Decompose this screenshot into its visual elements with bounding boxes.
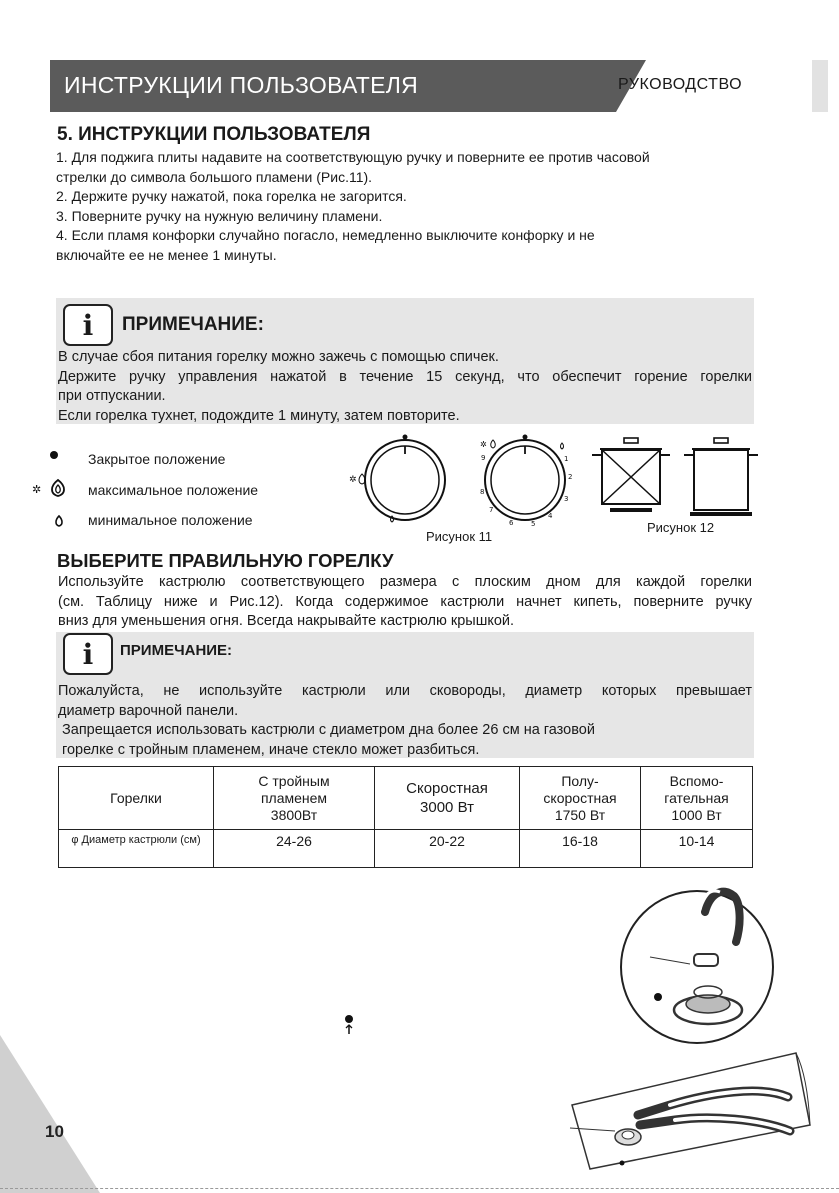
table-header-burners: Горелки xyxy=(59,767,214,830)
note2-line: горелке с тройным пламенем, иначе стекло может разбиться. xyxy=(62,741,480,758)
note1-body xyxy=(58,348,752,426)
closed-dot-icon xyxy=(403,435,408,440)
note2-body xyxy=(58,682,752,760)
burner-table xyxy=(58,766,753,868)
svg-text:✲: ✲ xyxy=(480,440,487,449)
table-cell: 24-26 xyxy=(214,830,375,868)
section5-line: 4. Если пламя конфорки случайно погасло, немедленно выключите конфорку и не xyxy=(56,227,595,243)
figure11-caption: Рисунок 11 xyxy=(426,529,493,544)
section5-line: стрелки до символа большого пламени (Рис.11). xyxy=(56,168,373,185)
burner-line: вниз для уменьшения огня. Всегда накрывайте кастрюлю крышкой. xyxy=(58,613,515,629)
note2-line: Запрещается использовать кастрюли с диаметром дна более 26 см на газовой xyxy=(62,722,595,738)
burner-detail-illustration xyxy=(610,882,790,1047)
burner-line: Используйте кастрюлю соответствующего размера с плоским дном для каждой горелки xyxy=(58,574,752,590)
section5-line: 3. Поверните ручку на нужную величину пламени. xyxy=(56,207,383,224)
burner-line: (см. Таблицу ниже и Рис.12). Когда содержимое кастрюли начнет кипеть, поверните ручку xyxy=(58,593,752,610)
note2-title: ПРИМЕЧАНИЕ: xyxy=(120,642,233,659)
closed-dot-icon xyxy=(523,435,528,440)
page-corner xyxy=(0,1035,100,1193)
note1-line: Если горелка тухнет, подождите 1 минуту, затем повторите. xyxy=(58,407,460,424)
knob-marker-icon xyxy=(342,1014,356,1036)
svg-text:1: 1 xyxy=(564,455,569,463)
svg-text:5: 5 xyxy=(531,520,536,528)
burner-body xyxy=(58,573,752,632)
dial-inner xyxy=(371,446,439,514)
table-row xyxy=(59,830,753,868)
figure12-pots xyxy=(590,435,780,521)
figure12-caption: Рисунок 12 xyxy=(647,520,715,535)
note1-title: ПРИМЕЧАНИЕ: xyxy=(122,314,264,335)
svg-text:2: 2 xyxy=(568,473,573,481)
svg-text:8: 8 xyxy=(480,488,485,496)
header-subtitle: РУКОВОДСТВО xyxy=(618,76,743,93)
note1-line: при отпускании. xyxy=(58,388,166,404)
legend-min: минимальное положение xyxy=(88,512,253,528)
svg-text:✲: ✲ xyxy=(349,475,357,485)
svg-text:3: 3 xyxy=(564,495,569,503)
svg-text:6: 6 xyxy=(509,519,514,527)
header-title: ИНСТРУКЦИИ ПОЛЬЗОВАТЕЛЯ xyxy=(64,72,419,98)
info-icon: i xyxy=(63,633,113,675)
wrong-pot xyxy=(592,438,670,512)
info-icon: i xyxy=(63,304,113,346)
section5-heading: 5. ИНСТРУКЦИИ ПОЛЬЗОВАТЕЛЯ xyxy=(57,124,371,145)
section5-line: 1. Для поджига плиты надавите на соответствующую ручку и поверните ее против часовой xyxy=(56,149,650,165)
note1-line: В случае сбоя питания горелку можно зажечь с помощью спичек. xyxy=(58,349,499,365)
svg-text:4: 4 xyxy=(548,512,553,520)
section5-body xyxy=(56,148,756,265)
closed-dot-icon xyxy=(50,451,58,459)
burner-heading: ВЫБЕРИТЕ ПРАВИЛЬНУЮ ГОРЕЛКУ xyxy=(57,550,394,571)
note1-line: Держите ручку управления нажатой в течение 15 секунд, что обеспечит горение горелки xyxy=(58,368,752,385)
header-right-bar xyxy=(812,60,828,112)
legend-closed: Закрытое положение xyxy=(88,451,226,467)
table-cell: 20-22 xyxy=(375,830,520,868)
table-header-row xyxy=(59,767,753,830)
svg-text:7: 7 xyxy=(489,506,494,514)
table-cell: 10-14 xyxy=(641,830,753,868)
correct-pot xyxy=(684,438,758,516)
note2-line: диаметр варочной панели. xyxy=(58,702,239,719)
section5-line: включайте ее не менее 1 минуты. xyxy=(56,246,277,263)
figure11-dials xyxy=(340,430,590,530)
table-row-label: φ Диаметр кастрюли (см) xyxy=(59,830,214,868)
table-cell: 16-18 xyxy=(520,830,641,868)
pliers-illustration xyxy=(560,1045,830,1175)
dial-inner xyxy=(491,446,559,514)
table-header-triple: С тройным пламенем 3800Вт xyxy=(214,767,375,830)
star-icon: ✲ xyxy=(32,483,42,496)
bottom-dashed-line xyxy=(0,1188,839,1189)
page-number: 10 xyxy=(45,1122,64,1141)
small-flame-icon xyxy=(56,516,62,526)
table-header-semirapid: Полу- скоростная 1750 Вт xyxy=(520,767,641,830)
svg-text:9: 9 xyxy=(481,454,486,462)
legend-icons xyxy=(28,448,76,532)
legend-max: максимальное положение xyxy=(88,482,259,498)
table-header-auxiliary: Вспомо- гательная 1000 Вт xyxy=(641,767,753,830)
section5-line: 2. Держите ручку нажатой, пока горелка не загорится. xyxy=(56,188,407,204)
note2-line: Пожалуйста, не используйте кастрюли или сковороды, диаметр которых превышает xyxy=(58,683,752,699)
table-header-rapid: Скоростная 3000 Вт xyxy=(375,767,520,830)
